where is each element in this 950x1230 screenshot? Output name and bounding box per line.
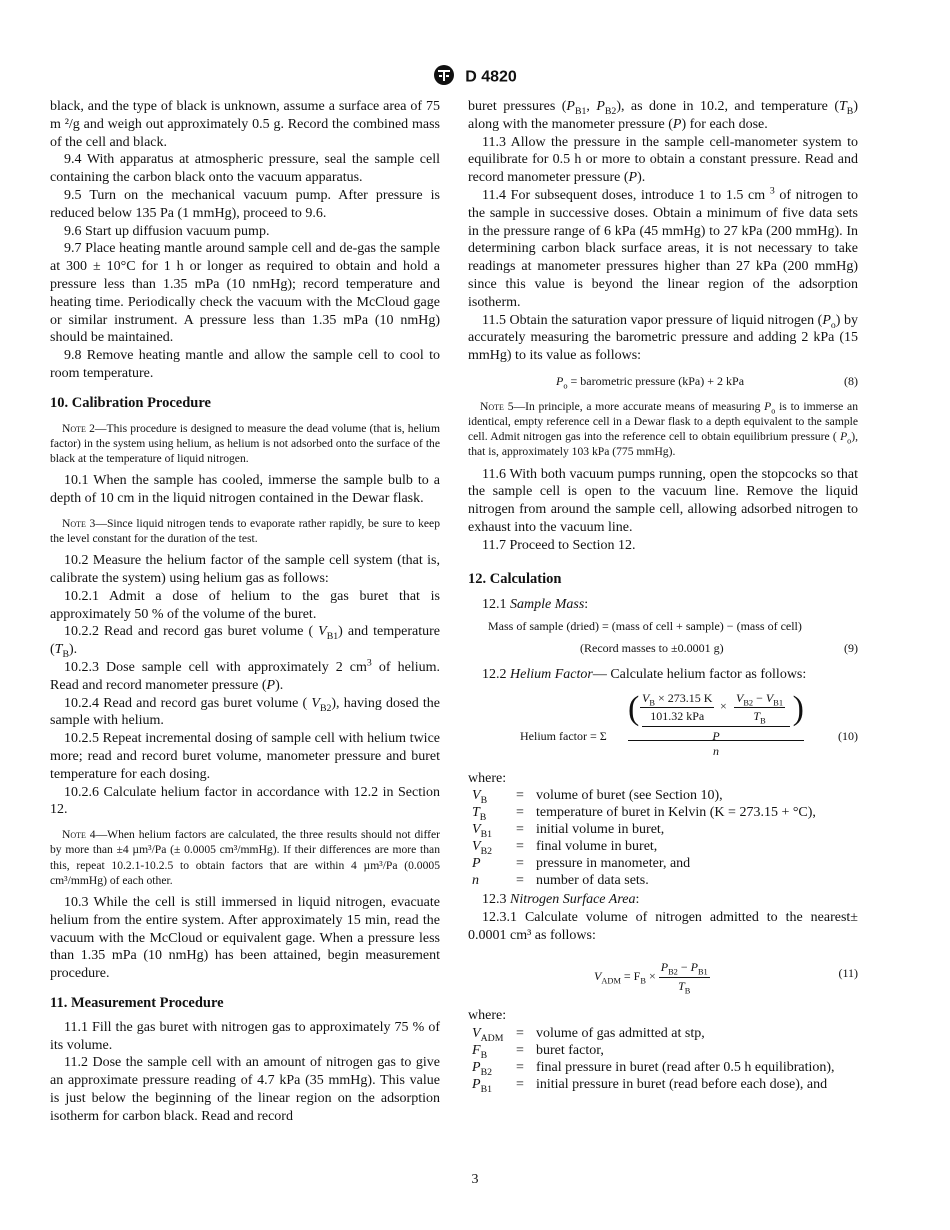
where-symbol [472, 838, 516, 858]
where-description: temperature of buret in Kelvin (K = 273.15 + °C), [536, 805, 816, 821]
where-equals: = [516, 1042, 524, 1058]
inner-fraction-1 [640, 690, 714, 727]
doc-code: D 4820 [465, 68, 517, 86]
paragraph-10-2-1: 10.2.1 Admit a dose of helium to the gas buret that is approximately 50 % of the volume of the buret. [50, 588, 440, 622]
fraction-num [734, 690, 785, 709]
subscript: B1 [697, 967, 708, 977]
note-text: 5—In principle, a more accurate means of measuring [503, 399, 765, 413]
equation-number: (9) [844, 640, 858, 655]
italic-title: Helium Factor [510, 666, 593, 682]
paragraph-9-7: 9.7 Place heating mantle around sample cell and de-gas the sample at 300 ± 10°C for 1 h or longer as required to obtain and hold a pressure less than 1.35 mPa (10 nmHg); record temperature and heating time. Periodically check the vacuum with the McCloud gage or similar instrument. A pressure less than 1.35 mPa (10 nmHg) should be maintained. [50, 241, 440, 346]
fraction-den [734, 708, 785, 726]
text: ). [69, 642, 78, 658]
text: 12.2 [482, 666, 510, 682]
paragraph-11-2: 11.2 Dose the sample cell with an amount of nitrogen gas to give an approximate pressure reading of 4.7 kPa (35 mmHg). This value is just below the beginning of the linear region on the adsorption isotherm for carbon black. Read and record [50, 1055, 440, 1124]
where-description: initial volume in buret, [536, 822, 665, 838]
symbol: V [472, 1025, 481, 1041]
where-description: final volume in buret, [536, 839, 658, 855]
text: 11.5 Obtain the saturation vapor pressure of liquid nitrogen ( [482, 312, 823, 328]
note-4 [50, 827, 440, 888]
symbol: T [678, 978, 685, 993]
symbol: P [690, 959, 698, 974]
right-column [468, 98, 858, 1093]
subscript: B [480, 795, 488, 807]
where-equals: = [516, 805, 524, 821]
paragraph: black, and the type of black is unknown, assume a surface area of 75 m ²/g and weigh out approximately 0.5 g. Record the combined mass of the cell and black. [50, 99, 440, 150]
italic-title: Nitrogen Surface Area [510, 892, 636, 908]
paragraph-10-2-6: 10.2.6 Calculate helium factor in accordance with 12.2 in Section 12. [50, 784, 440, 818]
subscript: B2 [668, 967, 678, 977]
equation-8 [556, 373, 858, 391]
text: — Calculate helium factor as follows: [592, 666, 807, 682]
where-equals: = [516, 873, 524, 889]
paragraph-11-3 [468, 134, 858, 187]
paragraph-10-2-2 [50, 623, 440, 659]
page-number: 3 [471, 1172, 479, 1187]
symbol: P [712, 728, 720, 743]
paragraph-10-2-5: 10.2.5 Repeat incremental dosing of sample cell with helium twice more; read and record buret volume, manometer pressure and buret temperature for each dosing. [50, 731, 440, 782]
fraction-num [640, 690, 714, 709]
symbol: P [764, 399, 772, 413]
text: 12.1 [482, 597, 510, 613]
where-description: volume of gas admitted at stp, [536, 1025, 705, 1041]
text: 11.3 Allow the pressure in the sample cell-manometer system to equilibrate for 0.5 h or more to obtain a constant pressure. Read and record manometer pressure ( [468, 134, 858, 186]
text: ). [275, 677, 284, 693]
subscript: B [480, 1049, 488, 1061]
text: × 273.15 K [654, 690, 713, 705]
section-12-title: 12. Calculation [468, 570, 562, 587]
where-symbol [472, 1059, 516, 1076]
text: 10.2.4 Read and record gas buret volume ( [64, 695, 312, 711]
astm-logo-icon [433, 64, 455, 91]
paragraph-10-2: 10.2 Measure the helium factor of the sample cell system (that is, calibrate the system) using helium gas as follows: [50, 553, 440, 586]
symbol: V [765, 690, 774, 705]
subscript: ADM [601, 976, 621, 986]
equation-10-fraction [628, 688, 804, 761]
subscript: B [649, 697, 655, 707]
text: × [645, 968, 659, 983]
note-text: is to immerse an identical, empty reference cell in a Dewar flask to a depth equivalent to the sample cell. Admit nitrogen gas into the reference cell to obtain equilibrium pressure ( [468, 399, 858, 444]
text: 10.2.3 Dose sample cell with approximately 2 cm [64, 659, 367, 675]
symbol: V [311, 695, 320, 711]
where-label: where: [468, 770, 507, 786]
where-equals: = [516, 839, 524, 855]
symbol: P [266, 677, 276, 693]
text: 11.4 For subsequent doses, introduce 1 to 1.5 cm [482, 187, 770, 203]
subscript: B [62, 648, 70, 660]
subscript: B2 [480, 846, 492, 858]
where-equals: = [516, 788, 524, 804]
text: = F [620, 968, 641, 983]
subscript: B1 [480, 1083, 492, 1095]
text: of nitrogen to the sample in successive doses. Obtain a minimum of five data sets in the pressure range of 6 kPa (45 mmHg) to 27 kPa (200 mmHg). In determining carbon black surface areas, it is not necessary to take readings at manometer pressures higher than 27 kPa (200 mmHg) since this value is beyond the linear region of the adsorption isotherm. [468, 187, 858, 310]
text: ), as done in 10.2, and temperature ( [616, 99, 839, 114]
subscript: o [771, 406, 776, 416]
where-label: where: [468, 1007, 507, 1023]
text: ) for each dose. [681, 116, 768, 132]
text: ) and temperature ( [50, 624, 440, 658]
symbol: P [596, 99, 605, 114]
subscript: ADM [480, 1032, 504, 1044]
fraction-num [659, 959, 710, 978]
equation-lhs: Helium factor = Σ [520, 728, 607, 743]
text: buret pressures ( [468, 99, 567, 114]
superscript: 3 [366, 657, 372, 669]
subscript: B [684, 985, 691, 995]
subscript: B2 [480, 1066, 492, 1078]
subscript: B1 [773, 697, 784, 707]
subscript: B1 [326, 631, 339, 643]
where-description: volume of buret (see Section 10), [536, 788, 723, 804]
symbol: V [318, 624, 327, 640]
equation-number: (8) [844, 373, 858, 388]
where-list [472, 787, 858, 889]
equation-number: (10) [838, 728, 858, 743]
symbol: n [472, 873, 479, 889]
where-symbol [472, 855, 516, 872]
symbol: P [566, 99, 575, 114]
equation-text: (Record masses to ±0.0001 g) [580, 640, 724, 655]
paragraph-11-1: 11.1 Fill the gas buret with nitrogen gas to approximately 75 % of its volume. [50, 1019, 440, 1053]
paragraph-10-2-3 [50, 659, 440, 695]
superscript: 3 [769, 185, 775, 197]
where-description: pressure in manometer, and [536, 856, 691, 872]
paragraph-12-3: 12.3 Nitrogen Surface Area: [482, 892, 640, 908]
where-equals: = [516, 856, 524, 872]
subscript: B1 [480, 829, 492, 841]
where-description: buret factor, [536, 1042, 604, 1058]
section-10-title: 10. Calibration Procedure [50, 394, 211, 411]
symbol: V [642, 690, 650, 705]
note-label: Note [62, 421, 86, 435]
where-symbol [472, 872, 516, 889]
fraction-den [659, 978, 710, 996]
paragraph-12-1: 12.1 Sample Mass: [482, 597, 589, 613]
text: ) by accurately measuring the barometric pressure and adding 2 kPa (15 mmHg) to its value as follows: [468, 312, 858, 364]
equation-text: = barometric pressure (kPa) + 2 kPa [567, 373, 745, 388]
where-description: initial pressure in buret (read before each dose), and [536, 1076, 828, 1092]
symbol: P [822, 312, 831, 328]
symbol: P [556, 373, 564, 388]
paragraph-12-3-1: 12.3.1 Calculate volume of nitrogen admitted to the nearest± 0.0001 cm³ as follows: [468, 910, 858, 943]
note-text: 4—When helium factors are calculated, the three results should not differ by more than ±4 µm³/Pa (± 0.0005 cm³/mmHg). If their differences are more than this, repeat 10.2.1-10.2.5 to obtain factors that are within 4 µm³/Pa (0.0005 cm³/mmHg) of each other. [50, 828, 440, 887]
text: of helium. Read and record manometer pressure ( [50, 659, 440, 693]
text: − [753, 690, 766, 705]
paragraph-11-6: 11.6 With both vacuum pumps running, open the stopcocks so that the sample cell is open to the vacuum line. Remove the liquid nitrogen from around the sample cell, allowing adsorbed nitrogen to exhaust into the vacuum line. [468, 466, 858, 535]
paragraph-9-6: 9.6 Start up diffusion vacuum pump. [64, 223, 270, 239]
text: 12.3 [482, 892, 510, 908]
paragraph-11-7: 11.7 Proceed to Section 12. [482, 537, 636, 553]
note-5 [468, 399, 858, 460]
left-column [50, 98, 440, 1125]
text: , [586, 99, 597, 114]
subscript: B [760, 716, 766, 726]
symbol: P [472, 1059, 481, 1075]
symbol: P [840, 430, 848, 444]
times-sign: × [720, 698, 727, 713]
subscript: B [479, 812, 487, 824]
where-description: number of data sets. [536, 873, 649, 889]
symbol: P [628, 170, 638, 186]
where-symbol [472, 1042, 516, 1059]
subscript: B2 [743, 697, 754, 707]
equation-11-body [594, 959, 710, 996]
paragraph-11-5 [468, 312, 858, 365]
where-description: final pressure in buret (read after 0.5 h equilibration), [536, 1059, 835, 1075]
paragraph-11-4 [468, 187, 858, 312]
paragraph-10-2-4 [50, 695, 440, 731]
note-text: 3—Since liquid nitrogen tends to evaporate rather rapidly, be sure to keep the level constant for the duration of the test. [50, 516, 440, 545]
where-symbol [472, 821, 516, 841]
note-2 [50, 421, 440, 467]
note-3 [50, 516, 440, 546]
symbol: V [472, 788, 481, 804]
where-list [472, 1025, 858, 1093]
symbol: T [54, 642, 63, 658]
text: − [677, 959, 691, 974]
page-header [0, 64, 950, 91]
paragraph-9-5: 9.5 Turn on the mechanical vacuum pump. After pressure is reduced below 135 Pa (1 mmHg), proceed to 9.6. [50, 187, 440, 221]
note-text: ), that is, approximately 103 kPa (775 mmHg). [468, 430, 858, 459]
paragraph [468, 98, 858, 134]
subscript: o [563, 381, 568, 391]
subscript: B2 [604, 105, 617, 117]
section-11-title: 11. Measurement Procedure [50, 994, 224, 1011]
equation-10 [468, 688, 858, 768]
equation-9-line-1: Mass of sample (dried) = (mass of cell + sample) − (mass of cell) [488, 619, 802, 634]
text: ) along with the manometer pressure ( [468, 99, 859, 132]
symbol: P [472, 856, 481, 872]
symbol: T [753, 709, 761, 724]
fraction-numerator [628, 688, 804, 741]
symbol: n [713, 743, 719, 758]
equation-9-line-2 [580, 640, 858, 658]
where-symbol [472, 787, 516, 807]
paragraph-12-2 [468, 666, 858, 684]
symbol: V [472, 839, 481, 855]
symbol: T [839, 99, 847, 114]
where-symbol [472, 1025, 516, 1042]
where-equals: = [516, 1076, 524, 1092]
symbol: P [660, 959, 669, 974]
symbol: T [472, 805, 480, 821]
mid-fraction-den [642, 726, 790, 746]
where-equals: = [516, 1059, 524, 1075]
text: ). [637, 170, 646, 186]
symbol: P [672, 116, 682, 132]
right-paren: ) [792, 689, 804, 727]
text: 10.2.2 Read and record gas buret volume ( [64, 624, 319, 640]
where-equals: = [516, 822, 524, 838]
subscript: B1 [574, 105, 587, 117]
symbol: V [472, 822, 481, 838]
where-equals: = [516, 1025, 524, 1041]
symbol: V [594, 968, 602, 983]
note-label: Note [480, 399, 504, 413]
paragraph-10-1: 10.1 When the sample has cooled, immerse the sample bulb to a depth of 10 cm in the liquid nitrogen contained in the Dewar flask. [50, 473, 440, 506]
text: ), having dosed the sample with helium. [50, 695, 440, 729]
paragraph-9-4: 9.4 With apparatus at atmospheric pressure, seal the sample cell containing the carbon black onto the vacuum apparatus. [50, 152, 440, 186]
subscript: o [847, 436, 852, 446]
left-paren: ( [628, 689, 640, 727]
equation-11 [468, 949, 858, 999]
symbol: V [736, 690, 744, 705]
subscript: o [830, 319, 836, 331]
note-label: Note [62, 516, 86, 530]
note-text: 2—This procedure is designed to measure the dead volume (that is, helium factor) in the system using helium, as helium is not adsorbed onto the surface of the black at the temperature of liquid nitrogen. [50, 421, 440, 465]
paragraph-10-3: 10.3 While the cell is still immersed in liquid nitrogen, evacuate helium from the entire system. After approximately 15 min, read the vacuum with the McCloud or equivalent gage. When a pressure less than 1.35 mPa (10 nmHg) has been attained, begin measurement procedure. [50, 894, 440, 982]
fraction [659, 959, 710, 996]
subscript: B [640, 976, 646, 986]
where-symbol [472, 804, 516, 824]
inner-fraction-2 [734, 690, 785, 727]
where-symbol [472, 1076, 516, 1093]
subscript: B [846, 105, 854, 117]
equation-number: (11) [838, 965, 858, 980]
paragraph-9-8: 9.8 Remove heating mantle and allow the sample cell to cool to room temperature. [50, 348, 440, 381]
note-label: Note [62, 828, 86, 842]
symbol: P [472, 1076, 481, 1092]
italic-title: Sample Mass [510, 597, 585, 613]
fraction-den: 101.32 kPa [650, 709, 705, 724]
subscript: B2 [319, 702, 332, 714]
symbol: F [472, 1042, 481, 1058]
